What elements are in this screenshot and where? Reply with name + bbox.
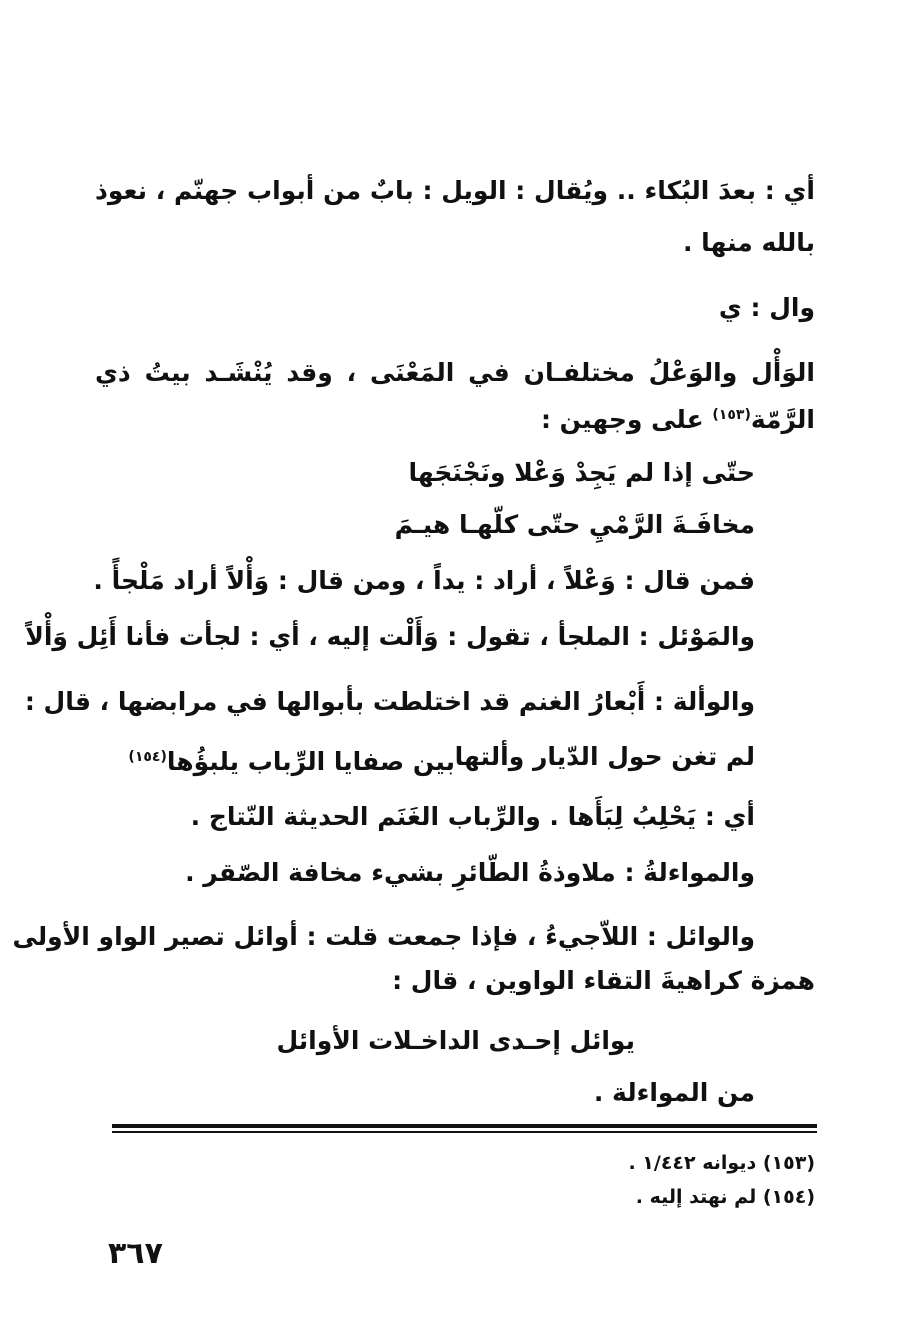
body-text-line: أي : يَحْلِبُ لِبَأَها . والرِّباب الغَنَم الحديثة النّتاج . — [190, 802, 755, 831]
page-number: ٣٦٧ — [108, 1236, 163, 1271]
body-text-line: من المواءلة . — [593, 1078, 755, 1107]
body-text-line: الوَأْل والوَعْلُ مختلفـان في المَعْنَى ، وقد يُنْشَـد بيتُ ذي — [95, 358, 815, 387]
poet-name: الرَّمّة — [750, 405, 815, 434]
body-text: على وجهين : — [540, 405, 713, 434]
verse-line: يوائل إحـدى الداخـلات الأوائل — [276, 1026, 635, 1055]
body-text-line: همزة كراهيةَ التقاء الواوين ، قال : — [392, 966, 815, 995]
body-text-line — [95, 398, 815, 437]
body-text-line: والمَوْئل : الملجأ ، تقول : وَأَلْت إليه ، أي : لجأت فأنا أَئِل وَأْلاً — [25, 622, 755, 651]
verse-line: حتّى إذا لم يَجِدْ وَعْلا ونَجْنَجَها — [408, 458, 755, 487]
body-text-line: بالله منها . — [682, 228, 815, 257]
body-text-line: والوألة : أَبْعارُ الغنم قد اختلطت بأبوالها في مرابضها ، قال : — [24, 687, 755, 716]
footnote-divider — [112, 1131, 817, 1133]
body-text-line: أي : بعدَ البُكاء .. ويُقال : الويل : بابٌ من أبواب جهنّم ، نعوذ — [95, 176, 815, 205]
verse-hemistich-left — [128, 740, 455, 779]
footnote-ref: (١٥٤) — [128, 749, 167, 765]
body-text-line: والمواءلةُ : ملاوذةُ الطّائرِ بشيء مخافة الصّقر . — [185, 858, 755, 887]
entry-heading: وال : ي — [718, 293, 815, 322]
verse-hemistich-right: لم تغن حول الدّيار وألتها — [454, 742, 755, 771]
verse-text: بين صفايا الرِّباب يلبؤُها — [166, 747, 455, 776]
footnote-ref: (١٥٣) — [712, 407, 751, 423]
footnote-divider — [112, 1124, 817, 1128]
body-text-line: والوائل : اللاّجيءُ ، فإذا جمعت قلت : أوائل تصير الواو الأولى — [12, 922, 755, 951]
body-text-line: فمن قال : وَعْلاً ، أراد : يداً ، ومن قال : وَأْلاً أراد مَلْجأً . — [93, 566, 755, 595]
footnote: (١٥٤) لم نهتد إليه . — [635, 1186, 815, 1208]
verse-line: مخافَـةَ الرَّمْيِ حتّى كلّهـا هيـمَ — [394, 510, 755, 539]
footnote: (١٥٣) ديوانه ١/٤٤٢ . — [628, 1152, 815, 1174]
